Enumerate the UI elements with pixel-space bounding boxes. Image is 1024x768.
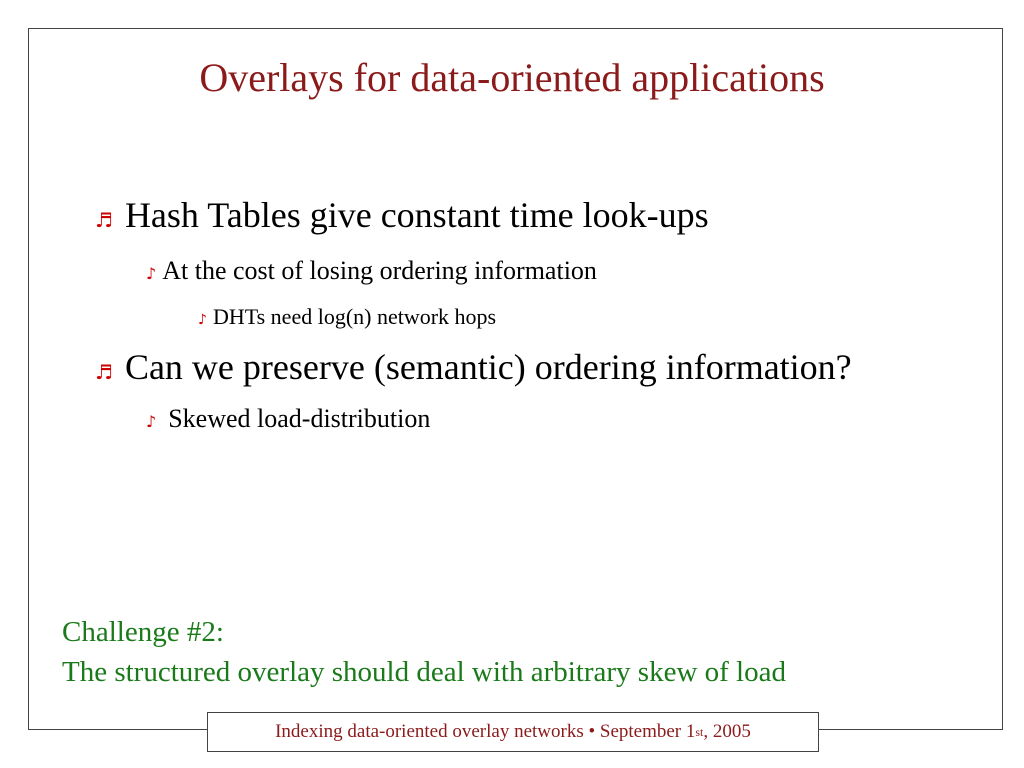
bullet-skewed-load xyxy=(146,404,430,434)
challenge-statement: The structured overlay should deal with arbitrary skew of load xyxy=(62,656,786,688)
slide-title: Overlays for data-oriented applications xyxy=(199,55,825,100)
bullet-hash-tables xyxy=(95,194,709,236)
challenge-callout xyxy=(62,612,786,692)
challenge-heading: Challenge #2: xyxy=(62,616,224,648)
bullet-text: At the cost of losing ordering information xyxy=(162,256,597,285)
music-note-bullet-icon: ♪ xyxy=(146,264,157,283)
music-note-bullet-icon: ♪ xyxy=(198,312,207,328)
bullet-preserve-ordering xyxy=(95,346,852,388)
bullet-text: Hash Tables give constant time look-ups xyxy=(124,195,709,235)
music-note-bullet-icon: ♬ xyxy=(95,208,113,232)
footer-year: , 2005 xyxy=(703,721,751,742)
music-note-bullet-icon: ♬ xyxy=(95,360,113,384)
bullet-ordering-cost xyxy=(146,256,597,286)
bullet-text: Skewed load-distribution xyxy=(168,404,431,433)
bullet-text: DHTs need log(n) network hops xyxy=(212,304,497,329)
slide-footer xyxy=(207,712,819,752)
bullet-dht-hops xyxy=(198,304,496,330)
footer-superscript: st xyxy=(695,724,704,739)
footer-text: Indexing data-oriented overlay networks • September 1 xyxy=(275,721,696,742)
music-note-bullet-icon: ♪ xyxy=(146,412,157,431)
bullet-text: Can we preserve (semantic) ordering information? xyxy=(124,347,852,387)
